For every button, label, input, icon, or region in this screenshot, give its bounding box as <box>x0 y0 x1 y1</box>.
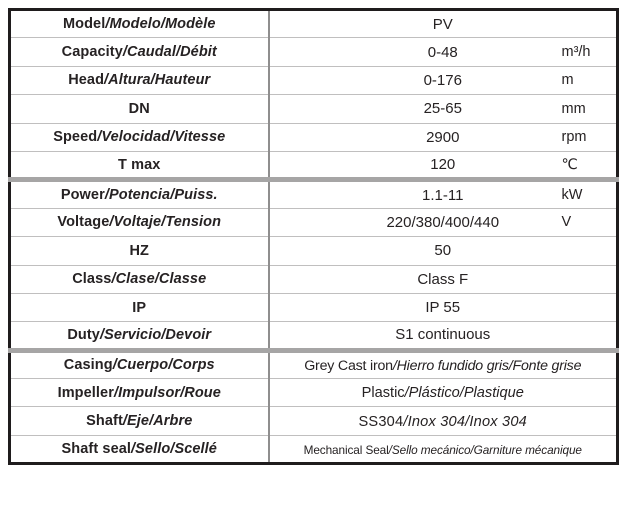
label-english: Duty <box>67 326 100 343</box>
value-main: 1.1-11 <box>422 186 464 204</box>
spec-value-cell <box>269 95 618 123</box>
value-translations: /Hierro fundido gris/Fonte grise <box>392 357 582 374</box>
spec-value <box>425 299 460 316</box>
spec-value <box>426 129 459 146</box>
spec-value-cell <box>269 350 618 378</box>
spec-value <box>428 44 458 61</box>
spec-row-impeller <box>10 379 618 407</box>
label-english: Casing <box>63 357 113 374</box>
spec-label-cell <box>10 265 269 293</box>
unit-label: kW <box>561 187 583 204</box>
spec-value <box>424 100 462 117</box>
label-english: Voltage <box>57 214 110 231</box>
spec-value <box>433 16 453 33</box>
spec-value <box>417 271 468 288</box>
spec-table-body <box>10 10 618 464</box>
label-english: DN <box>128 100 150 117</box>
spec-value <box>424 72 462 89</box>
unit-label: mm <box>561 100 586 117</box>
spec-label-cell <box>10 10 269 38</box>
label-translations: /Eje/Arbre <box>122 413 193 430</box>
value-main: 120 <box>430 156 456 174</box>
value-main: 25-65 <box>423 100 462 118</box>
spec-value <box>304 358 581 374</box>
spec-row-model <box>10 10 618 38</box>
spec-value-cell <box>269 265 618 293</box>
spec-label-cell <box>10 322 269 350</box>
spec-row-head <box>10 66 618 94</box>
spec-label-cell <box>10 66 269 94</box>
label-translations: /Potencia/Puiss. <box>104 187 218 204</box>
label-english: Head <box>68 72 105 89</box>
label-english: IP <box>132 299 147 316</box>
spec-value-cell <box>269 10 618 38</box>
value-main: Grey Cast iron <box>304 357 393 374</box>
label-translations: /Servicio/Devoir <box>99 326 212 343</box>
label-translations: /Altura/Hauteur <box>104 72 211 89</box>
spec-label-cell <box>10 435 269 463</box>
label-english: T max <box>118 156 161 173</box>
spec-value <box>358 414 527 430</box>
spec-label-cell <box>10 123 269 151</box>
value-translations: /Plástico/Plastique <box>404 385 524 402</box>
spec-value <box>422 187 463 204</box>
spec-row-dn <box>10 95 618 123</box>
spec-label-cell <box>10 379 269 407</box>
label-english: Power <box>60 187 105 204</box>
value-main: 0-48 <box>427 43 458 61</box>
spec-value-cell <box>269 435 618 463</box>
label-english: Shaft <box>86 413 123 430</box>
spec-value-cell <box>269 180 618 208</box>
spec-label-cell <box>10 180 269 208</box>
spec-row-hz <box>10 237 618 265</box>
spec-value <box>386 214 499 231</box>
value-main: Plastic <box>361 385 405 402</box>
spec-row-ip <box>10 293 618 321</box>
spec-row-speed <box>10 123 618 151</box>
label-translations: /Velocidad/Vitesse <box>97 129 226 146</box>
unit-label: m <box>561 72 574 89</box>
spec-value-cell <box>269 237 618 265</box>
spec-row-capacity <box>10 38 618 66</box>
spec-label-cell <box>10 237 269 265</box>
spec-row-class <box>10 265 618 293</box>
spec-value-cell <box>269 123 618 151</box>
spec-label-cell <box>10 350 269 378</box>
spec-value-cell <box>269 151 618 179</box>
spec-value-cell <box>269 322 618 350</box>
spec-sheet <box>8 8 619 465</box>
label-english: Class <box>72 271 112 288</box>
value-translations: /Sello mecánico/Garniture mécanique <box>388 442 582 457</box>
spec-value <box>430 156 455 173</box>
value-main: S1 continuous <box>395 326 491 344</box>
spec-label-cell <box>10 407 269 435</box>
spec-value <box>434 242 451 259</box>
spec-row-casing <box>10 350 618 378</box>
unit-label: ℃ <box>561 156 578 173</box>
value-main: Class F <box>417 270 469 288</box>
spec-value <box>304 443 582 457</box>
label-english: Model <box>62 16 106 33</box>
value-main: IP 55 <box>425 299 461 317</box>
label-translations: /Sello/Scellé <box>131 441 217 458</box>
unit-label: V <box>561 214 572 231</box>
unit-label: m³/h <box>561 44 591 61</box>
label-translations: /Modelo/Modèle <box>105 16 216 33</box>
label-english: Impeller <box>57 384 114 401</box>
label-english: Shaft seal <box>61 441 132 458</box>
spec-label-cell <box>10 95 269 123</box>
spec-value <box>362 385 524 401</box>
spec-value-cell <box>269 293 618 321</box>
label-english: Speed <box>53 129 98 146</box>
spec-row-t-max <box>10 151 618 179</box>
value-main: 2900 <box>426 128 460 146</box>
label-translations: /Impulsor/Roue <box>113 384 221 401</box>
spec-label-cell <box>10 208 269 236</box>
spec-value <box>395 326 490 343</box>
value-main: Mechanical Seal <box>303 442 389 457</box>
spec-label-cell <box>10 293 269 321</box>
value-main: PV <box>432 15 453 33</box>
value-main: 220/380/400/440 <box>386 213 500 231</box>
spec-table <box>8 8 619 465</box>
value-main: 0-176 <box>423 71 462 89</box>
value-translations: /Inox 304/Inox 304 <box>403 413 527 430</box>
spec-row-shaft-seal <box>10 435 618 463</box>
value-main: 50 <box>434 242 452 260</box>
spec-label-cell <box>10 38 269 66</box>
spec-value-cell <box>269 66 618 94</box>
label-english: HZ <box>129 242 150 259</box>
spec-value-cell <box>269 208 618 236</box>
unit-label: rpm <box>561 129 587 146</box>
spec-row-duty <box>10 322 618 350</box>
value-main: SS304 <box>358 413 404 430</box>
spec-value-cell <box>269 407 618 435</box>
spec-row-power <box>10 180 618 208</box>
spec-row-voltage <box>10 208 618 236</box>
label-english: Capacity <box>61 44 123 61</box>
label-translations: /Clase/Classe <box>111 271 207 288</box>
spec-value-cell <box>269 379 618 407</box>
spec-value-cell <box>269 38 618 66</box>
label-translations: /Voltaje/Tension <box>109 214 222 231</box>
label-translations: /Caudal/Débit <box>122 44 217 61</box>
spec-row-shaft <box>10 407 618 435</box>
spec-label-cell <box>10 151 269 179</box>
label-translations: /Cuerpo/Corps <box>112 357 215 374</box>
